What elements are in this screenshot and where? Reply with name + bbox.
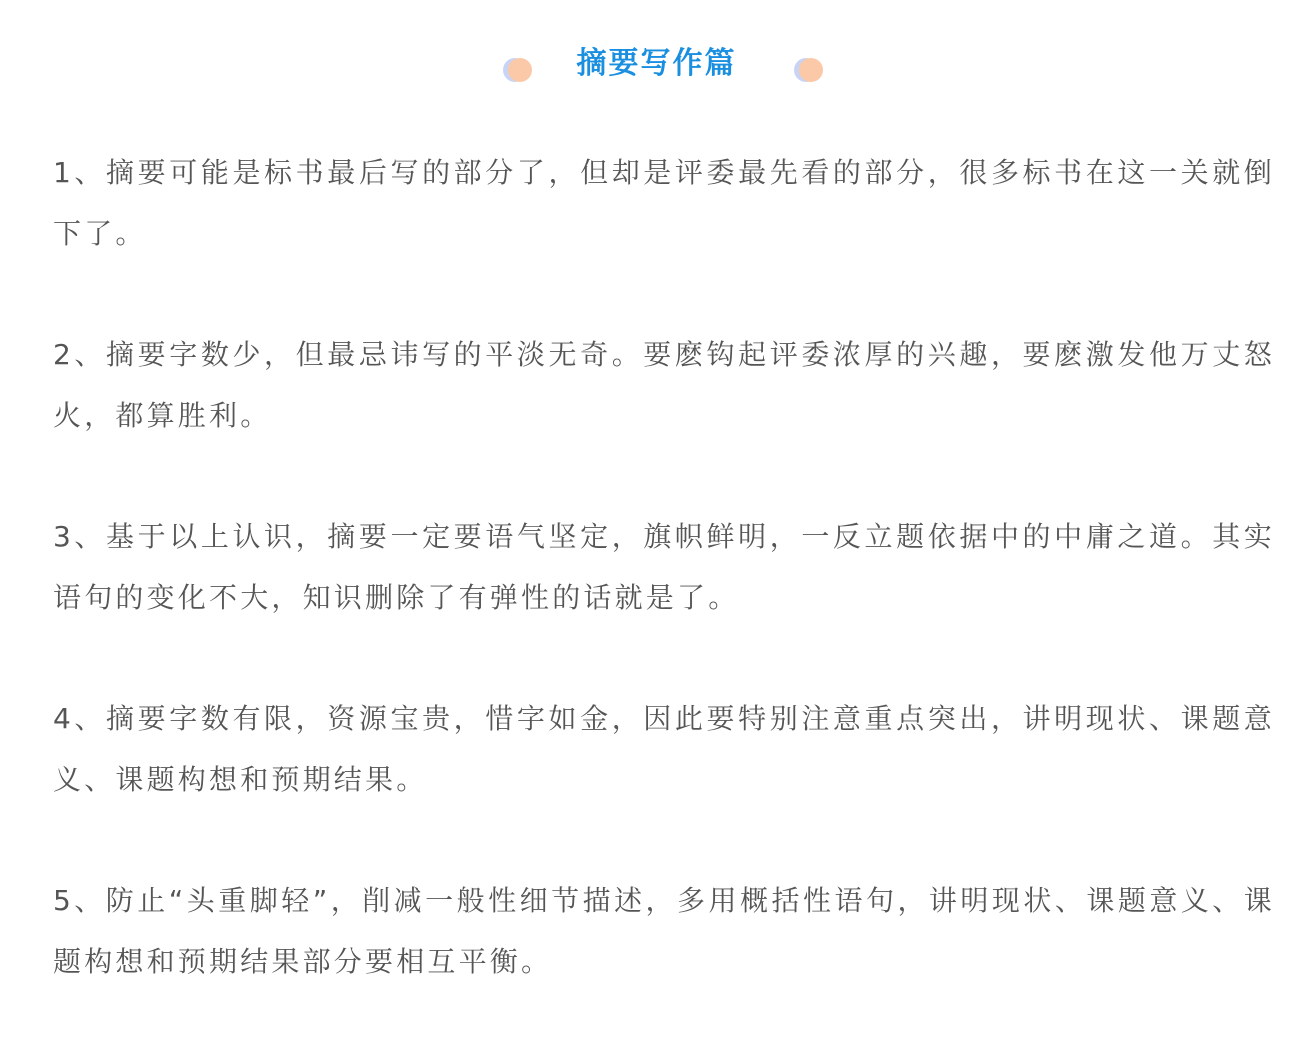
- paragraph-4: 4、摘要字数有限，资源宝贵，惜字如金，因此要特别注意重点突出，讲明现状、课题意义、课题构想和预期结果。: [53, 702, 1275, 796]
- article-body: [53, 142, 1275, 1052]
- paragraph-3: 3、基于以上认识，摘要一定要语气坚定，旗帜鲜明，一反立题依据中的中庸之道。其实语句的变化不大，知识删除了有弹性的话就是了。: [53, 520, 1275, 614]
- paragraph-5: 5、防止“头重脚轻”，削减一般性细节描述，多用概括性语句，讲明现状、课题意义、课题构想和预期结果部分要相互平衡。: [53, 884, 1275, 978]
- paragraph-2: 2、摘要字数少，但最忌讳写的平淡无奇。要麽钩起评委浓厚的兴趣，要麽激发他万丈怒火，都算胜利。: [53, 338, 1275, 432]
- paragraph-1: 1、摘要可能是标书最后写的部分了，但却是评委最先看的部分，很多标书在这一关就倒下了。: [53, 156, 1275, 250]
- section-header: [0, 40, 1313, 90]
- section-title: 摘要写作篇: [576, 46, 737, 81]
- decorative-dot-icon-right: [797, 58, 823, 84]
- dot-circle: [799, 58, 823, 82]
